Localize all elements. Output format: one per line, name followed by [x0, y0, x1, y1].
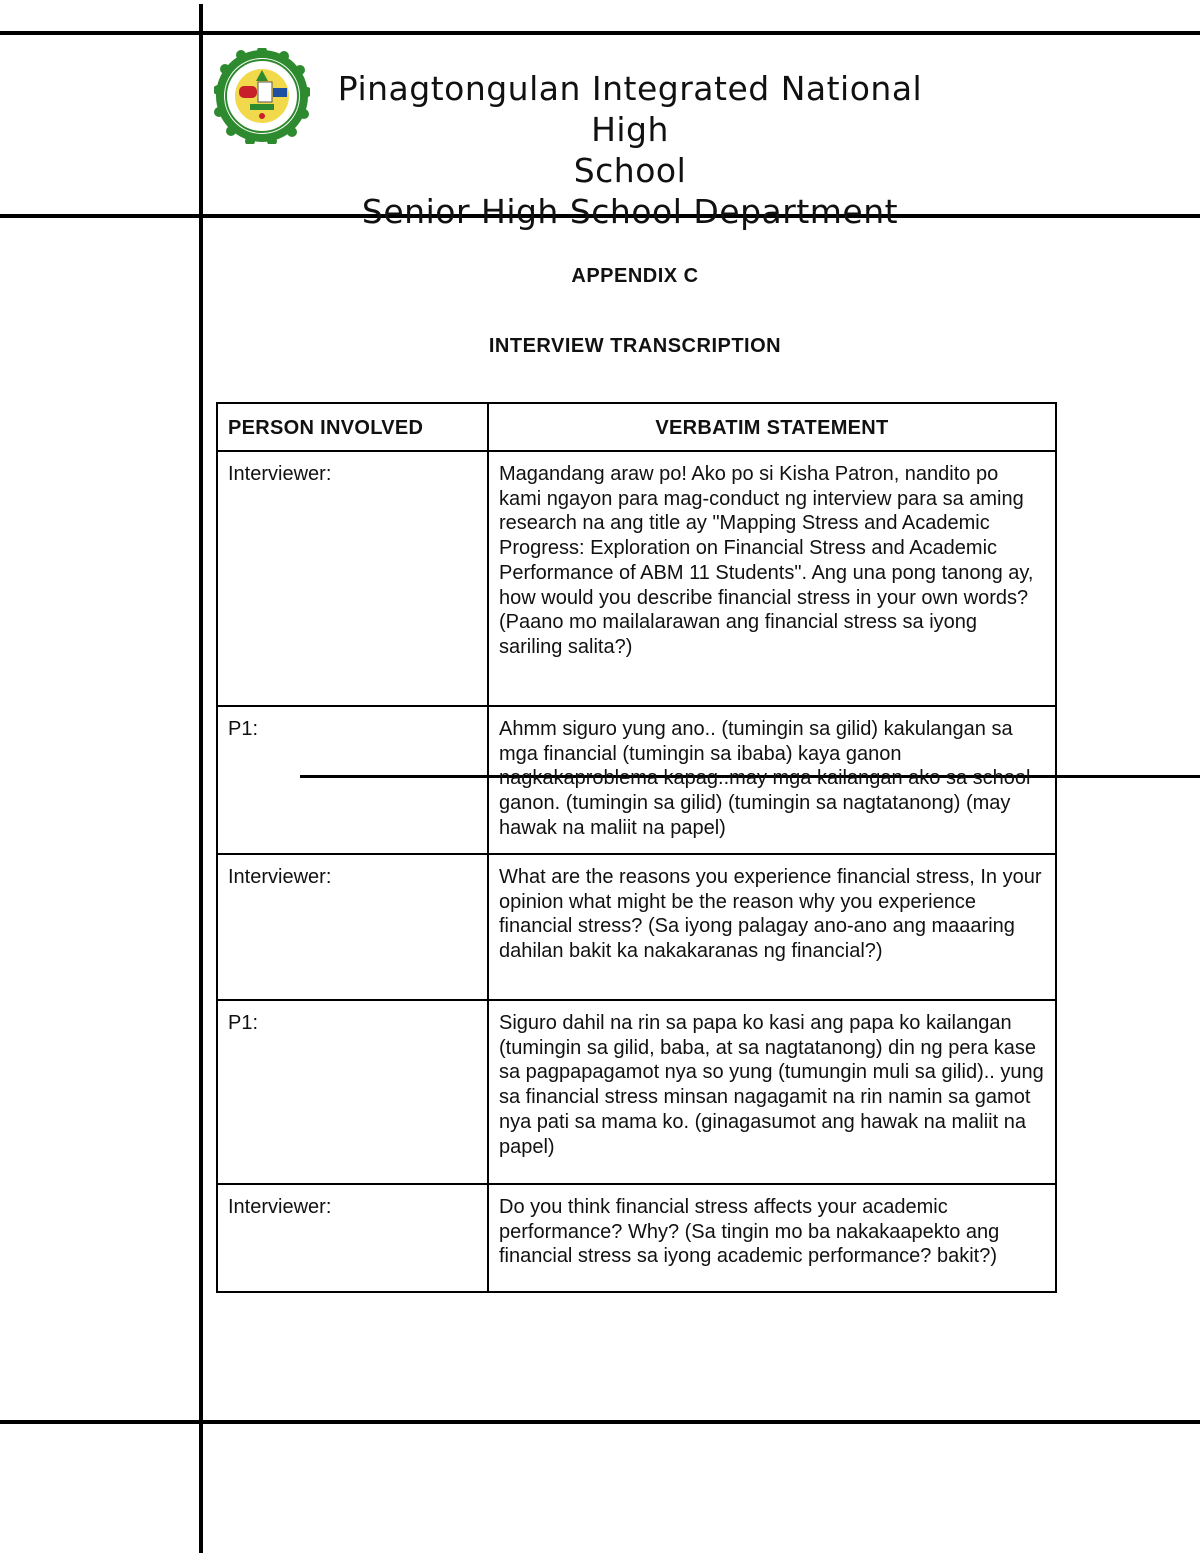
person-cell: P1: — [217, 1000, 488, 1184]
person-cell: Interviewer: — [217, 451, 488, 706]
statement-cell: Ahmm siguro yung ano.. (tumingin sa gilid) kakulangan sa mga financial (tumingin sa ibaba) kaya ganon nagkakaproblema kapag..may mga kailangan ako sa school ganon. (tumingin sa gilid) (tumingin sa nagtatanong) (may hawak na maliit na papel) — [488, 706, 1056, 854]
statement-cell: Siguro dahil na rin sa papa ko kasi ang papa ko kailangan (tumingin sa gilid, baba, at sa nagtatanong) din ng pera kase sa pagpapagamot nya so yung (tumungin muli sa gilid).. yung sa financial stress minsan nagagamit na rin namin sa gamot nya pati sa mama ko. (ginagasumot ang hawak na maliit na papel) — [488, 1000, 1056, 1184]
left-margin-rule — [199, 4, 203, 1553]
school-seal-icon — [214, 48, 310, 144]
document-title: INTERVIEW TRANSCRIPTION — [488, 335, 782, 357]
column-header-statement: VERBATIM STATEMENT — [488, 403, 1056, 451]
statement-cell: Magandang araw po! Ako po si Kisha Patron, nandito po kami ngayon para mag-conduct ng interview para sa aming research na ang title ay "Mapping Stress and Academic Progress: Exploration on Financial Stress and Academic Performance of ABM 11 Students". Ang una pong tanong ay, how would you describe financial stress in your own words? (Paano mo mailalarawan ang financial stress sa iyong sariling salita?) — [488, 451, 1056, 706]
department-name: Senior High School Department — [361, 192, 899, 231]
appendix-label: APPENDIX C — [571, 265, 699, 287]
column-header-person: PERSON INVOLVED — [217, 403, 488, 451]
table-row — [217, 451, 1056, 706]
table-row — [217, 1184, 1056, 1292]
table-row — [217, 854, 1056, 1000]
statement-cell: Do you think financial stress affects your academic performance? Why? (Sa tingin mo ba nakakaapekto ang financial stress sa iyong academic performance? bakit?) — [488, 1184, 1056, 1292]
person-cell: Interviewer: — [217, 854, 488, 1000]
statement-cell: What are the reasons you experience financial stress, In your opinion what might be the reason why you experience financial stress? (Sa iyong palagay ano-ano ang maaaring dahilan bakit ka nakakaranas ng financial?) — [488, 854, 1056, 1000]
transcript-table — [216, 402, 1057, 1293]
table-row — [217, 706, 1056, 854]
person-cell: Interviewer: — [217, 1184, 488, 1292]
school-header — [300, 68, 960, 232]
person-cell: P1: — [217, 706, 488, 854]
table-row — [217, 1000, 1056, 1184]
table-header-row — [217, 403, 1056, 451]
school-name-line2: School — [573, 151, 687, 190]
school-name-line1: Pinagtongulan Integrated National High — [337, 69, 923, 149]
footer-rule — [0, 1420, 1200, 1424]
top-header-rule — [0, 31, 1200, 35]
